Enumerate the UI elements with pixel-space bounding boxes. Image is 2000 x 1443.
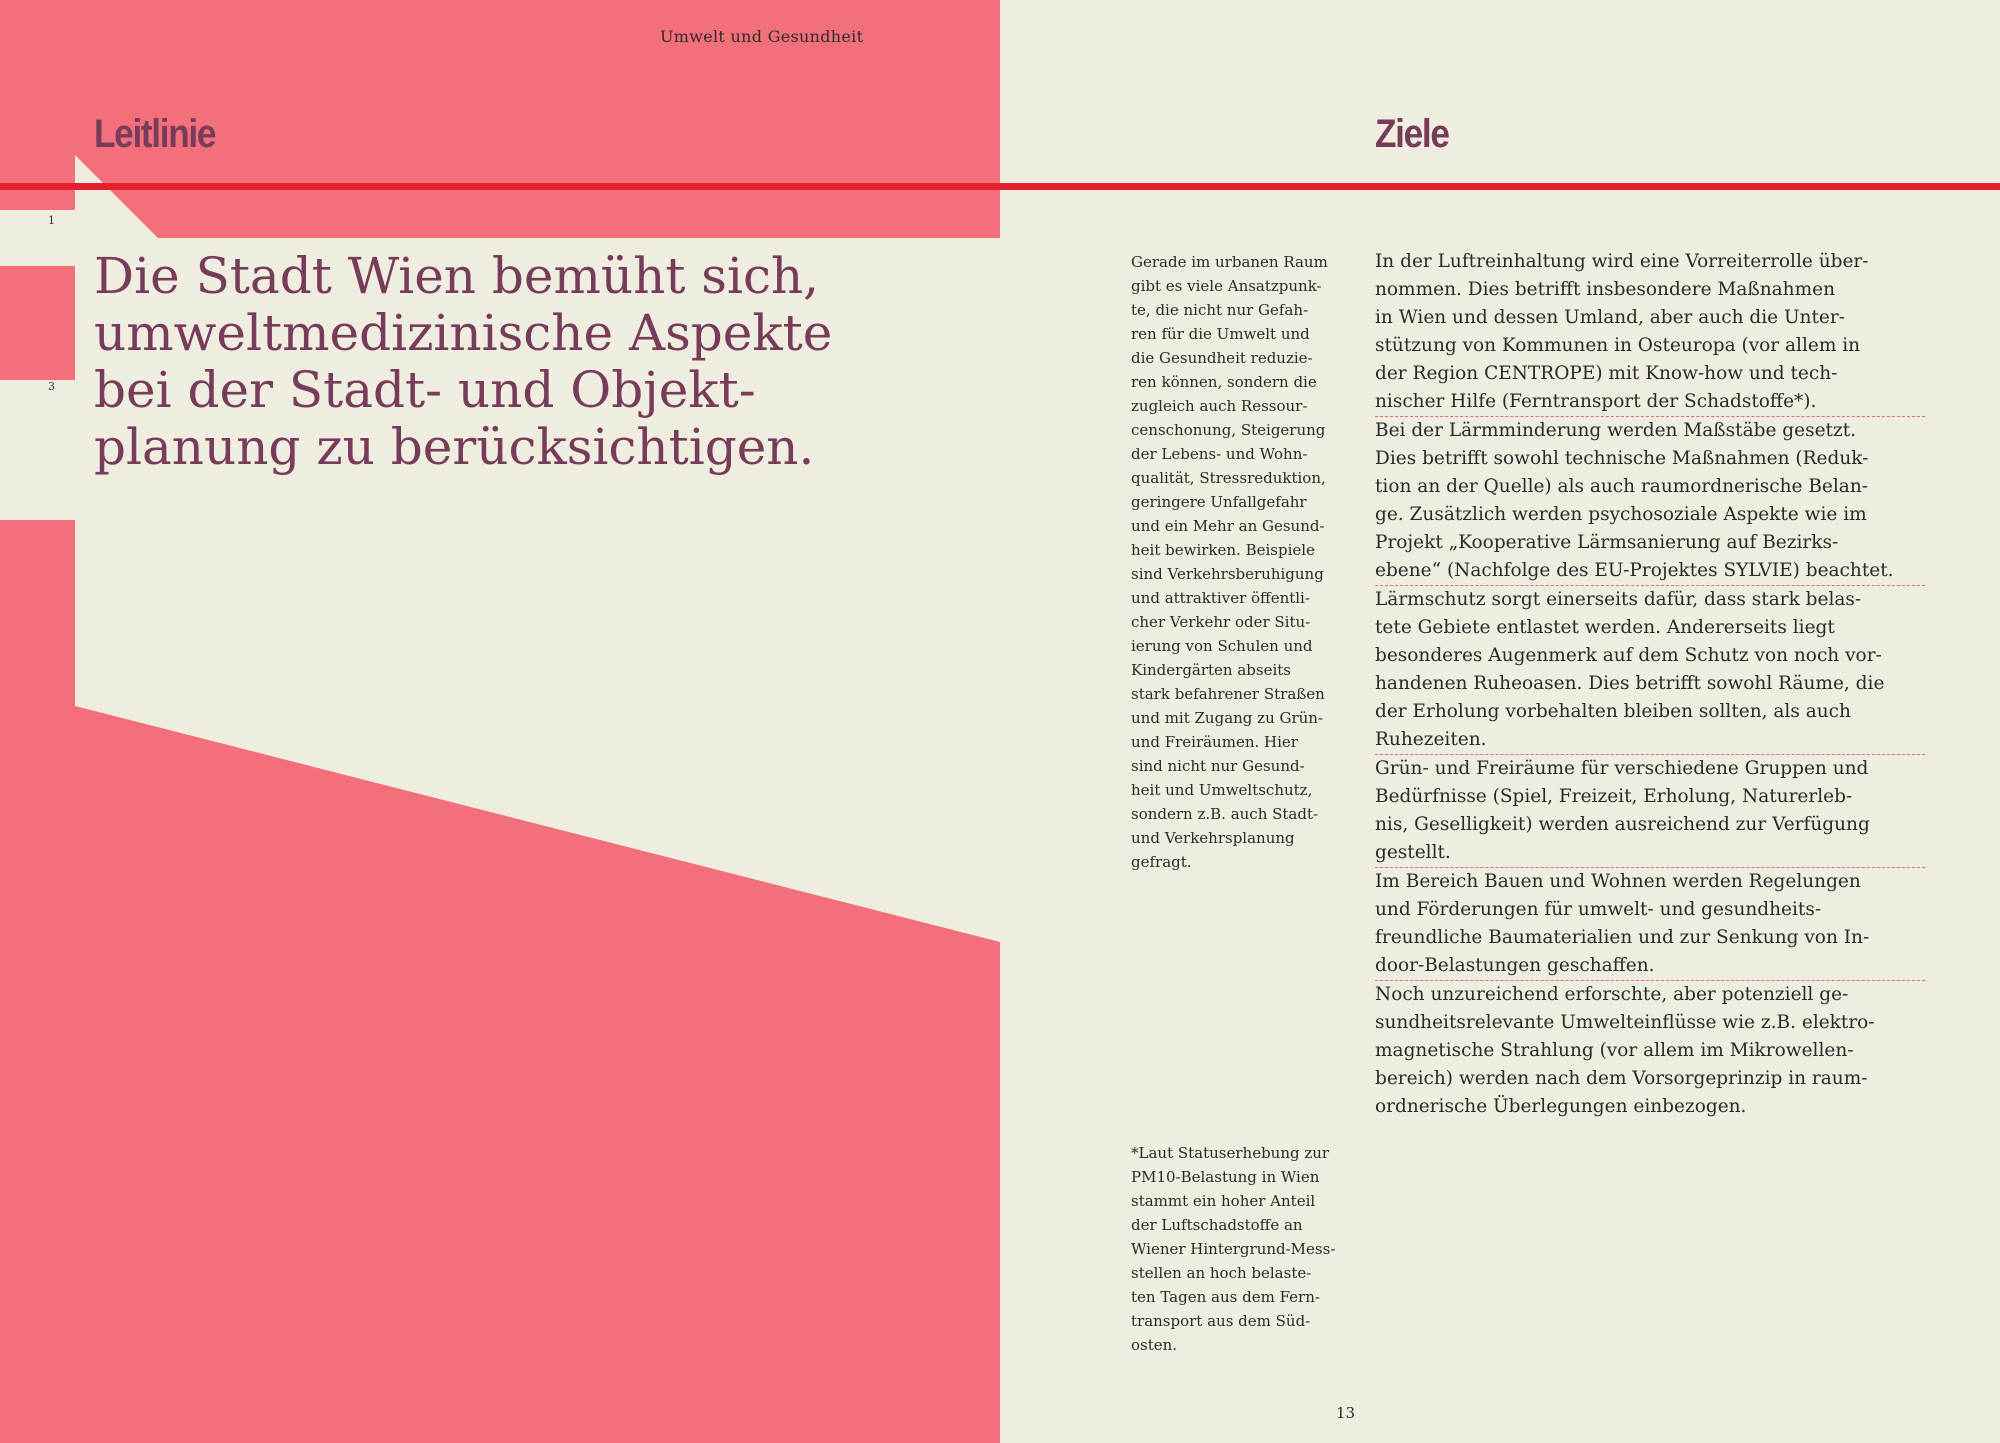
text-line: Projekt „Kooperative Lärmsanierung auf Bezirks-	[1375, 532, 1839, 553]
text-line: freundliche Baumaterialien und zur Senkung von In-	[1375, 927, 1870, 948]
goal-paragraph	[1375, 417, 1925, 586]
text-line: Ruhezeiten.	[1375, 729, 1487, 750]
text-line: sind nicht nur Gesund-	[1131, 757, 1305, 775]
text-line: der Luftschadstoffe an	[1131, 1216, 1303, 1234]
lead-line: bei der Stadt- und Objekt-	[94, 361, 756, 419]
text-line: magnetische Strahlung (vor allem im Mikrowellen-	[1375, 1040, 1854, 1061]
text-line: PM10-Belastung in Wien	[1131, 1168, 1320, 1186]
text-line: und Freiräumen. Hier	[1131, 733, 1298, 751]
text-line: qualität, Stressreduktion,	[1131, 469, 1326, 487]
page-number: 13	[1336, 1404, 1356, 1422]
text-line: Wiener Hintergrund-Mess-	[1131, 1240, 1336, 1258]
text-line: heit bewirken. Beispiele	[1131, 541, 1315, 559]
text-line: door-Belastungen geschaffen.	[1375, 955, 1655, 976]
tab-marker	[0, 380, 75, 520]
text-line: handenen Ruheoasen. Dies betrifft sowohl Räume, die	[1375, 673, 1885, 694]
text-line: Dies betrifft sowohl technische Maßnahmen (Reduk-	[1375, 448, 1869, 469]
text-line: gefragt.	[1131, 853, 1192, 871]
lead-line: umweltmedizinische Aspekte	[94, 304, 833, 362]
ziele-title: Ziele	[1375, 112, 1449, 156]
text-line: heit und Umweltschutz,	[1131, 781, 1313, 799]
text-line: te, die nicht nur Gefah-	[1131, 301, 1309, 319]
text-line: Kindergärten abseits	[1131, 661, 1292, 679]
tab-marker	[0, 210, 75, 266]
text-line: und attraktiver öffentli-	[1131, 589, 1310, 607]
text-line: gibt es viele Ansatzpunk-	[1131, 277, 1322, 295]
text-line: transport aus dem Süd-	[1131, 1312, 1311, 1330]
running-head: Umwelt und Gesundheit	[660, 27, 864, 46]
text-line: und ein Mehr an Gesund-	[1131, 517, 1325, 535]
text-line: besonderes Augenmerk auf dem Schutz von noch vor-	[1375, 645, 1882, 666]
text-line: tete Gebiete entlastet werden. Andererseits liegt	[1375, 617, 1835, 638]
text-line: der Lebens- und Wohn-	[1131, 445, 1308, 463]
text-line: censchonung, Steigerung	[1131, 421, 1326, 439]
goal-paragraph	[1375, 248, 1925, 417]
text-line: geringere Unfallgefahr	[1131, 493, 1307, 511]
text-line: ren für die Umwelt und	[1131, 325, 1310, 343]
goal-paragraph	[1375, 981, 1925, 1121]
text-line: cher Verkehr oder Situ-	[1131, 613, 1311, 631]
text-line: und Verkehrsplanung	[1131, 829, 1295, 847]
text-line: stammt ein hoher Anteil	[1131, 1192, 1316, 1210]
lead-line: planung zu berücksichtigen.	[94, 418, 815, 476]
tab-number: 1	[48, 214, 55, 227]
text-line: *Laut Statuserhebung zur	[1131, 1144, 1330, 1162]
text-line: ierung von Schulen und	[1131, 637, 1313, 655]
leitlinie-title: Leitlinie	[94, 112, 216, 156]
header-rule	[0, 183, 2000, 190]
text-line: stützung von Kommunen in Osteuropa (vor allem in	[1375, 335, 1861, 356]
goal-paragraph	[1375, 755, 1925, 868]
text-line: nis, Geselligkeit) werden ausreichend zur Verfügung	[1375, 814, 1870, 835]
text-line: sundheitsrelevante Umwelteinflüsse wie z.B. elektro-	[1375, 1012, 1875, 1033]
lead-statement	[94, 248, 974, 476]
text-line: und Förderungen für umwelt- und gesundheits-	[1375, 899, 1822, 920]
text-line: Noch unzureichend erforschte, aber potenziell ge-	[1375, 984, 1849, 1005]
text-line: In der Luftreinhaltung wird eine Vorreiterrolle über-	[1375, 251, 1869, 272]
text-line: Grün- und Freiräume für verschiedene Gruppen und	[1375, 758, 1869, 779]
text-line: stellen an hoch belaste-	[1131, 1264, 1312, 1282]
text-line: stark befahrener Straßen	[1131, 685, 1325, 703]
lead-line: Die Stadt Wien bemüht sich,	[94, 247, 820, 305]
text-line: Im Bereich Bauen und Wohnen werden Regelungen	[1375, 871, 1861, 892]
tab-number: 3	[48, 380, 55, 393]
goal-paragraph	[1375, 868, 1925, 981]
text-line: tion an der Quelle) als auch raumordnerische Belan-	[1375, 476, 1868, 497]
text-line: osten.	[1131, 1336, 1178, 1354]
footnote	[1131, 1141, 1361, 1357]
text-line: ten Tagen aus dem Fern-	[1131, 1288, 1320, 1306]
text-line: nommen. Dies betrifft insbesondere Maßnahmen	[1375, 279, 1835, 300]
text-line: sind Verkehrsberuhigung	[1131, 565, 1324, 583]
text-line: gestellt.	[1375, 842, 1451, 863]
sidebar-text	[1131, 250, 1361, 874]
text-line: ge. Zusätzlich werden psychosoziale Aspekte wie im	[1375, 504, 1867, 525]
goal-paragraph	[1375, 586, 1925, 755]
text-line: nischer Hilfe (Ferntransport der Schadstoffe*).	[1375, 391, 1817, 412]
text-line: zugleich auch Ressour-	[1131, 397, 1308, 415]
text-line: der Region CENTROPE) mit Know-how und tech-	[1375, 363, 1838, 384]
text-line: Bei der Lärmminderung werden Maßstäbe gesetzt.	[1375, 420, 1857, 441]
text-line: und mit Zugang zu Grün-	[1131, 709, 1324, 727]
text-line: Lärmschutz sorgt einerseits dafür, dass stark belas-	[1375, 589, 1862, 610]
text-line: der Erholung vorbehalten bleiben sollten, als auch	[1375, 701, 1851, 722]
text-line: ebene“ (Nachfolge des EU-Projektes SYLVIE) beachtet.	[1375, 560, 1894, 581]
text-line: Bedürfnisse (Spiel, Freizeit, Erholung, Naturerleb-	[1375, 786, 1853, 807]
text-line: in Wien und dessen Umland, aber auch die Unter-	[1375, 307, 1845, 328]
text-line: ren können, sondern die	[1131, 373, 1317, 391]
text-line: Gerade im urbanen Raum	[1131, 253, 1328, 271]
text-line: ordnerische Überlegungen einbezogen.	[1375, 1096, 1747, 1117]
goals-list	[1375, 248, 1925, 1121]
text-line: die Gesundheit reduzie-	[1131, 349, 1313, 367]
text-line: bereich) werden nach dem Vorsorgeprinzip in raum-	[1375, 1068, 1868, 1089]
text-line: sondern z.B. auch Stadt-	[1131, 805, 1319, 823]
